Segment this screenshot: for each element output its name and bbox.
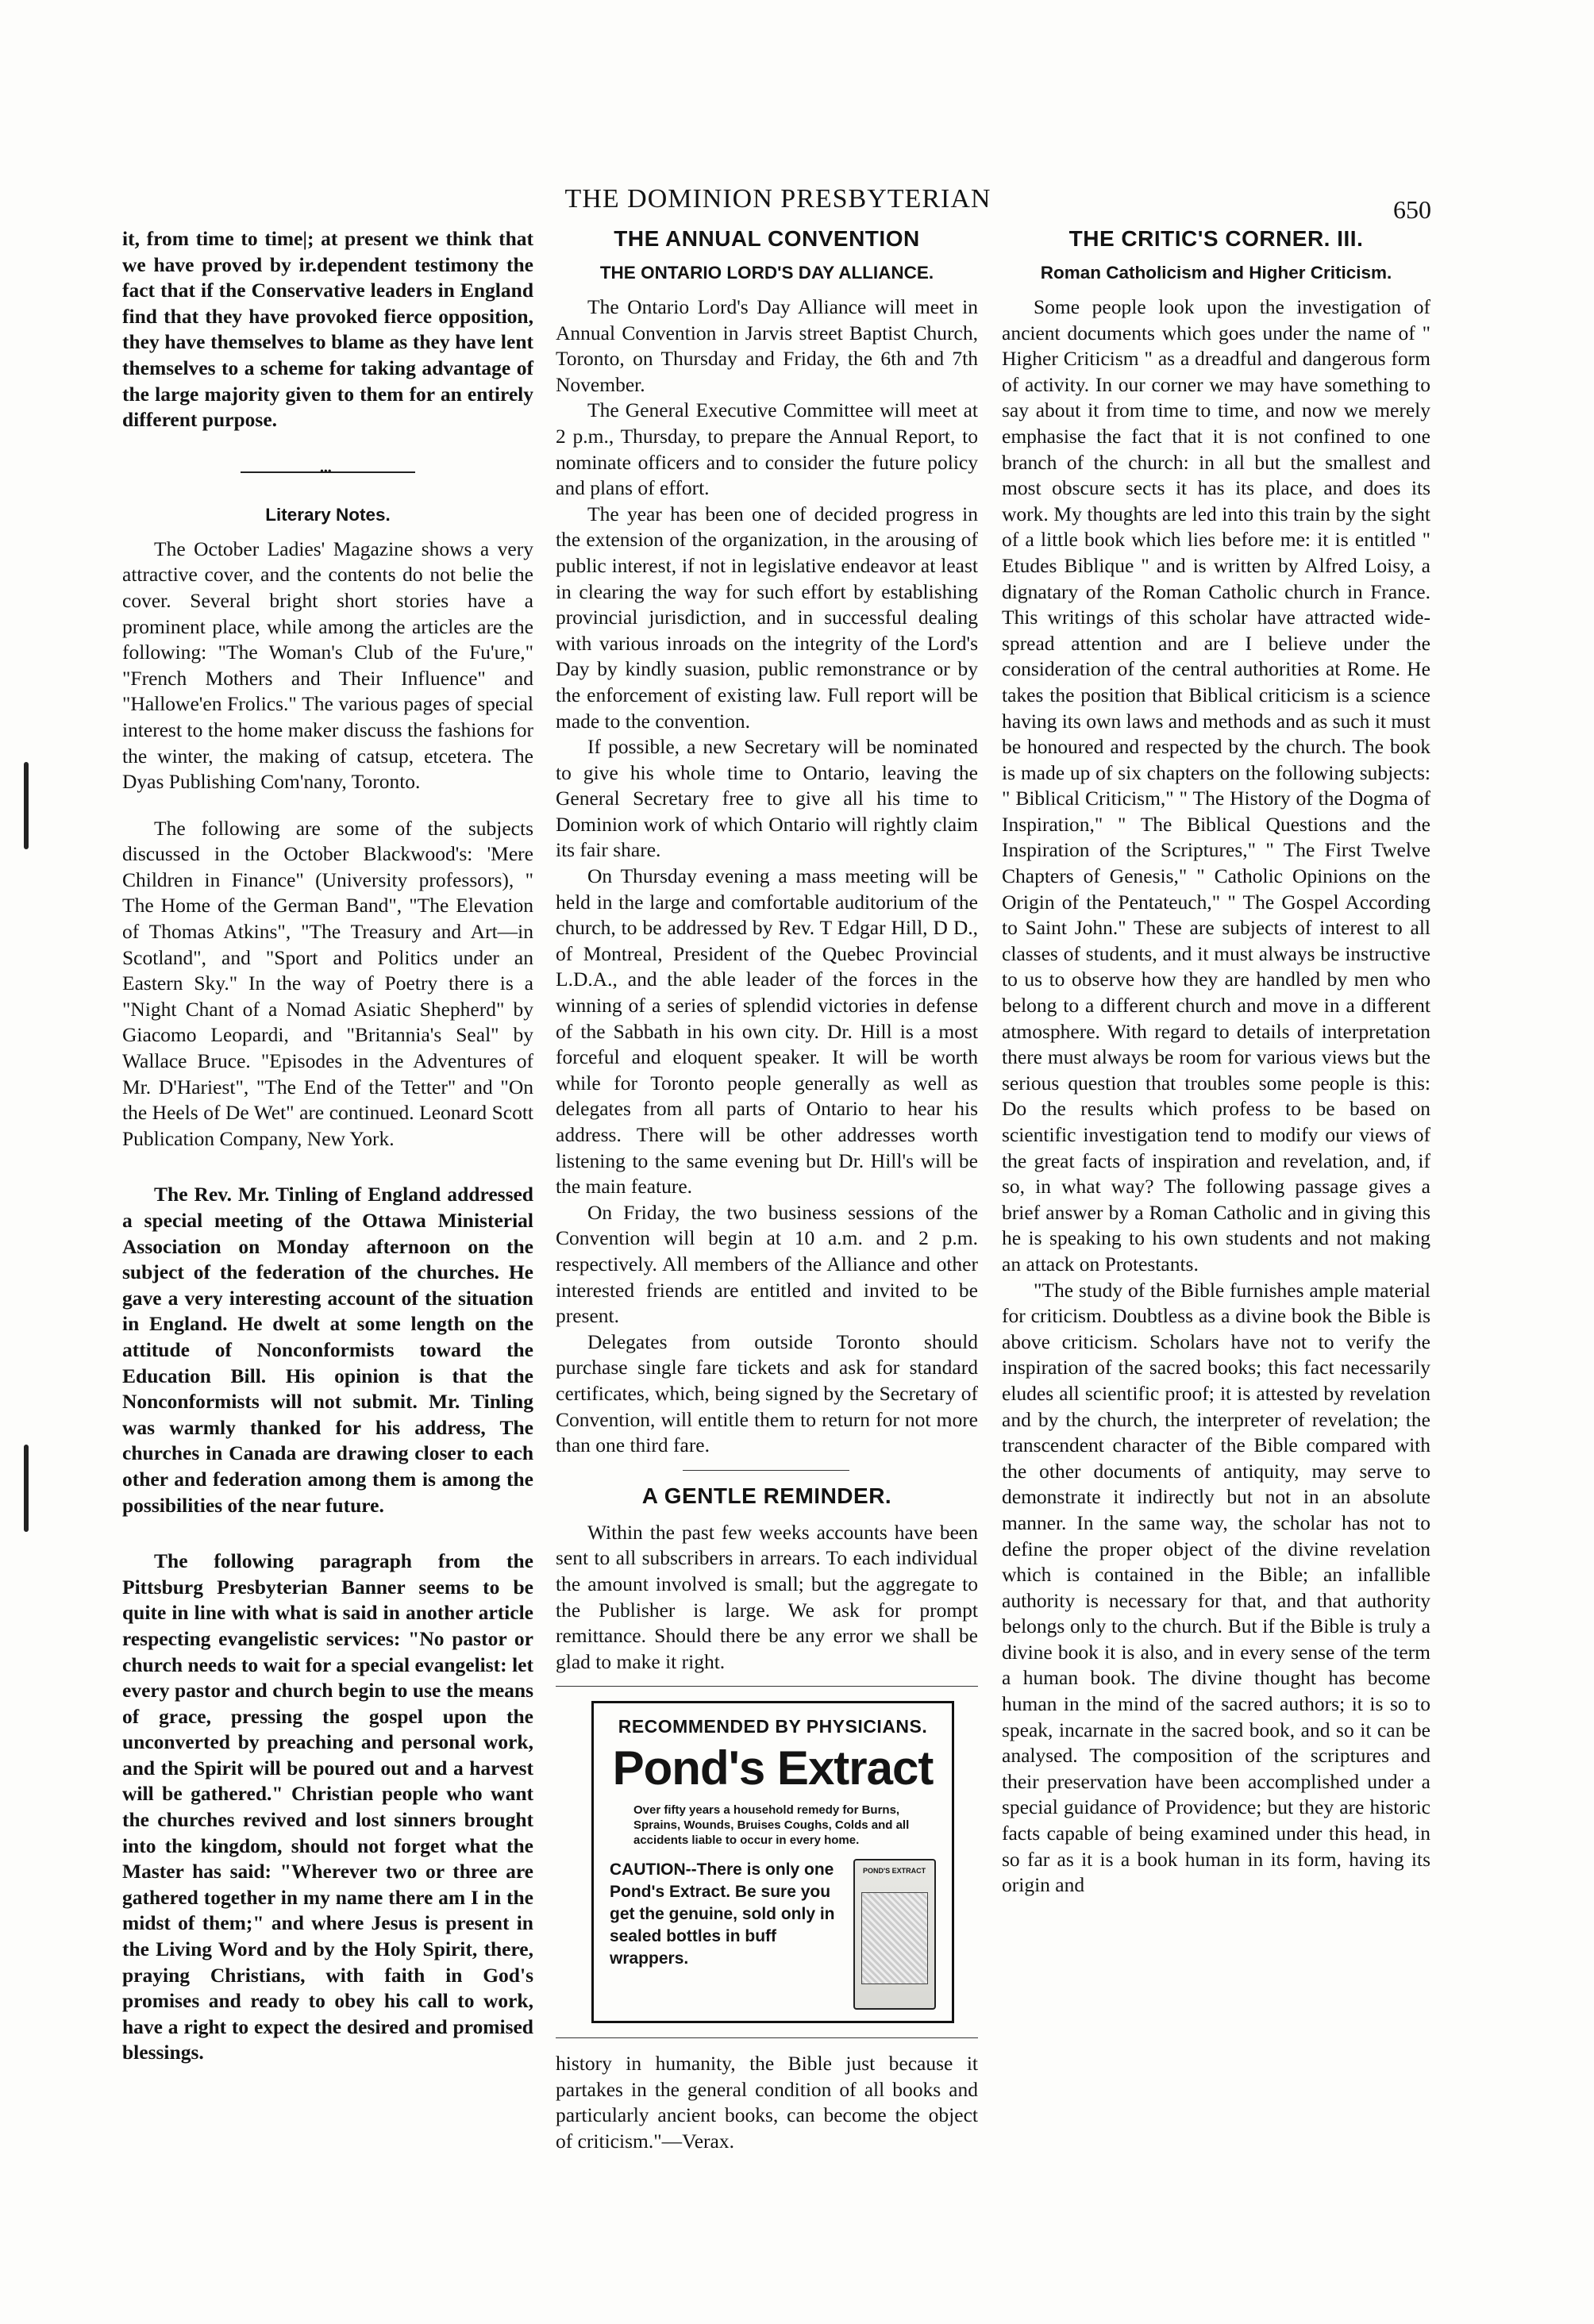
pittsburg-banner-paragraph: The following paragraph from the Pittsburg Presbyterian Banner seems to be quite in line with what is said in another article respecting evangelistic services: "No pastor or church needs to wait for a special evangelist: let every pastor and church begin to use the means of grace, pressing the gospel upon the unconverted by preaching and personal work, and the Spirit will be poured out and a harvest will be gathered." Christian people who want the churches revived and lost sinners brought into the kingdom, should not forget what the Master has said: "Wherever two or three are gathered together in my name there am I in the midst of them;" and where Jesus is present in the Living Word and by the Holy Spirit, there, praying Christians, with faith in God's promises and ready to obey his call to work, have a right to expect the desired and promised blessings.: [122, 1549, 533, 2064]
critics-corner-subheading: Roman Catholicism and Higher Criticism.: [1040, 263, 1392, 283]
convention-paragraph: The General Executive Committee will meet at 2 p.m., Thursday, to prepare the Annual Report, to nominate officers and to consider the future policy and plans of effort.: [556, 398, 978, 500]
ponds-extract-advertisement: [591, 1701, 954, 2023]
section-divider: [683, 1470, 849, 1471]
column-middle: [556, 226, 978, 2155]
literary-notes-heading: Literary Notes.: [265, 504, 391, 525]
convention-paragraph: The Ontario Lord's Day Alliance will meet in Annual Convention in Jarvis street Baptist Church, Toronto, on Thursday and Friday, the 6th and 7th November.: [556, 295, 978, 396]
column-left: [122, 226, 533, 2066]
convention-paragraph: Delegates from outside Toronto should purchase single fare tickets and ask for standard certificates, which, being signed by the Secretary of Convention, will entitle them to return for not more than one third fare.: [556, 1329, 978, 1457]
gentle-reminder-heading: A GENTLE REMINDER.: [641, 1483, 892, 1508]
critics-corner-heading: THE CRITIC'S CORNER. III.: [1068, 226, 1364, 251]
binding-mark-icon: [24, 762, 29, 849]
ad-description: Over fifty years a household remedy for Burns, Sprains, Wounds, Bruises Coughs, Colds and all accidents liable to occur in every home.: [633, 1803, 910, 1848]
gentle-reminder-paragraph: Within the past few weeks accounts have been sent to all subscribers in arrears. To each individual the amount involved is small; but the aggregate to the Publisher is large. We ask for prompt remittance. Should there be any error we shall be glad to make it right.: [556, 1520, 978, 1673]
convention-paragraph: On Friday, the two business sessions of the Convention will begin at 10 a.m. and 2 p.m. respectively. All members of the Alliance and other interested friends are entitled and invited to be present.: [556, 1200, 978, 1328]
ad-caution: CAUTION--There is only one Pond's Extract. Be sure you get the genuine, sold only in sealed bottles in buff wrappers.: [610, 1860, 835, 1968]
convention-paragraph: The year has been one of decided progress in the extension of the organization, in the arousing of public interest, if not in legislative endeavor at least in clearing the way for such effort by establishing provincial jurisdiction, and in successful dealing with various inroads on the integrity of the Lord's Day by kindly suasion, public remonstrance or by the enforcement of existing law. Full report will be made to the convention.: [556, 502, 978, 733]
binding-mark-icon: [24, 1445, 29, 1532]
convention-paragraph: On Thursday evening a mass meeting will be held in the large and comfortable auditorium of the church, to be addressed by Rev. T Edgar Hill, D D., of Montreal, President of the Quebec Provincial L.D.A., and the able leader of the forces in the winning of a series of splendid victories in defense of the Sabbath in his own city. Dr. Hill is a most forceful and eloquent speaker. It will be worth while for Toronto people generally as well as delegates from all parts of Ontario to hear his address. There will be other addresses worth listening to the same evening but Dr. Hill's will be the main feature.: [556, 864, 978, 1199]
newspaper-title: THE DOMINION PRESBYTERIAN: [564, 184, 991, 214]
continuation-paragraph: it, from time to time|; at present we think that we have proved by ir.dependent testimony the fact that if the Conservative leaders in England find that they have provoked fierce opposition, they have themselves to blame as they have lent themselves to a scheme for taking advantage of the large majority given to them for an entirely different purpose.: [122, 227, 533, 432]
convention-paragraph: If possible, a new Secretary will be nominated to give his whole time to Ontario, leaving the General Secretary free to give all his time to Dominion work of which Ontario will rightly claim its fair share.: [556, 735, 978, 862]
continuation-tail-paragraph: history in humanity, the Bible just because it partakes in the general condition of all books and particularly ancient books, can become the object of criticism."—Verax.: [556, 2052, 978, 2153]
literary-note-ladies-magazine: The October Ladies' Magazine shows a very attractive cover, and the contents do not belie the cover. Several bright short stories have a prominent place, while among the articles are the following: "The Woman's Club of the Fu'ure," "French Mothers and Their Influence" and "Hallowe'en Frolics." The various pages of special interest to the home maker discuss the fashions for the winter, the making of catsup, etcetera. The Dyas Publishing Com'nany, Toronto.: [122, 537, 533, 794]
ad-product-name: Pond's Extract: [612, 1741, 934, 1795]
tinling-paragraph: The Rev. Mr. Tinling of England addressed a special meeting of the Ottawa Ministerial Association on Monday afternoon on the subject of the federation of the churches. He gave a very interesting account of the situation in England. He dwelt at some length on the attitude of Nonconformists toward the Education Bill. His opinion is that the Nonconformists will not submit. Mr. Tinling was warmly thanked for his address, The churches in Canada are drawing closer to each other and federation among them is among the possibilities of the near future.: [122, 1183, 533, 1517]
bottle-label-text: POND'S EXTRACT: [863, 1867, 926, 1876]
literary-note-blackwoods: The following are some of the subjects discussed in the October Blackwood's: 'Mere Children in Finance" (University professors), " The Home of the German Band", "The Elevation of Thomas Atkins", "The Treasury and Art—in Scotland", and "Sport and Politics under an Eastern Sky." In the way of Poetry there is a "Night Chant of a Nomad Asiatic Shepherd" by Giacomo Leopardi, and "Britannia's Seal" by Wallace Bruce. "Episodes in the Adventures of Mr. D'Hariest", "The End of the Tetter" and "On the Heels of De Wet" are continued. Leonard Scott Publication Company, New York.: [122, 816, 533, 1150]
section-divider: [556, 1686, 978, 1687]
critics-corner-quote: "The study of the Bible furnishes ample material for criticism. Doubtless as a divine book the Bible is above criticism. Scholars have not to verify the inspiration of the sacred books; this fact necessarily eludes all scientific proof; it is attested by revelation and by the church, the interpreter of revelation; the transcendent character of the Bible compared with the other documents of antiquity, may serve to demonstrate it indirectly but not in an absolute manner. In the same way, the scholar has not to define the proper object of the divine revelation which is contained in the Bible; an infallible authority is necessary for that, and that authority belongs only to the church. But if the Bible is truly a divine book it is also, and in every sense of the term a human book. The divine thought has become human in the mind of the sacred authors; it is so to speak, incarnate in the sacred book, and so it can be analysed. The composition of the scriptures and their preservation have been accomplished under a special guidance of Providence; but they are historic facts capable of being examined under this head, in so far as it is a book human in its form, having its origin and: [1002, 1278, 1430, 1897]
annual-convention-heading: THE ANNUAL CONVENTION: [614, 226, 920, 251]
critics-corner-paragraph: Some people look upon the investigation of ancient documents which goes under the name of " Higher Criticism " as a dreadful and dangerous form of activity. In our corner we may have something to say about it from time to time, and now we merely emphasise the fact that it is not confined to one branch of the church: in all but the smallest and most obscure sects it has its place, and does its work. My thoughts are led into this train by the sight of a little book which lies before me: it is entitled " Etudes Biblique " and is written by Alfred Loisy, a dignatary of the Roman Catholic church in France. This writings of this scholar have attracted wide-spread attention and are I believe under the consideration of the central authorities at Rome. He takes the position that Biblical criticism is a science having its own laws and methods and as such it must be honoured and respected by the church. The book is made up of six chapters on the following subjects: " Biblical Criticism," " The History of the Dogma of Inspiration," " The Biblical Questions and the Inspiration of the Scriptures," " The First Twelve Chapters of Genesis," " Catholic Opinions on the Origin of the Pentateuch," " The Gospel According to Saint John." These are subjects of interest to all classes of students, and it must always be instructive to us to observe how they are handled by men who belong to a different church and move in a different atmosphere. With regard to details of interpretation there must always be room for various views but the serious question that troubles some people is this: Do the results which profess to be based on scientific investigation tend to modify our views of the great facts of inspiration and revelation, and, if so, in what way? The following passage gives a brief answer by a Roman Catholic and in giving this he is speaking to his own students and not making an attack on Protestants.: [1002, 295, 1430, 1276]
bottle-illustration-icon: [853, 1859, 936, 2010]
page-number: 650: [1393, 195, 1431, 224]
lords-day-alliance-subheading: THE ONTARIO LORD'S DAY ALLIANCE.: [599, 263, 934, 283]
section-divider: •••: [241, 471, 415, 473]
column-right: [1002, 226, 1430, 1899]
ad-recommended-line: RECOMMENDED BY PHYSICIANS.: [618, 1716, 928, 1737]
section-divider: [556, 2037, 978, 2038]
